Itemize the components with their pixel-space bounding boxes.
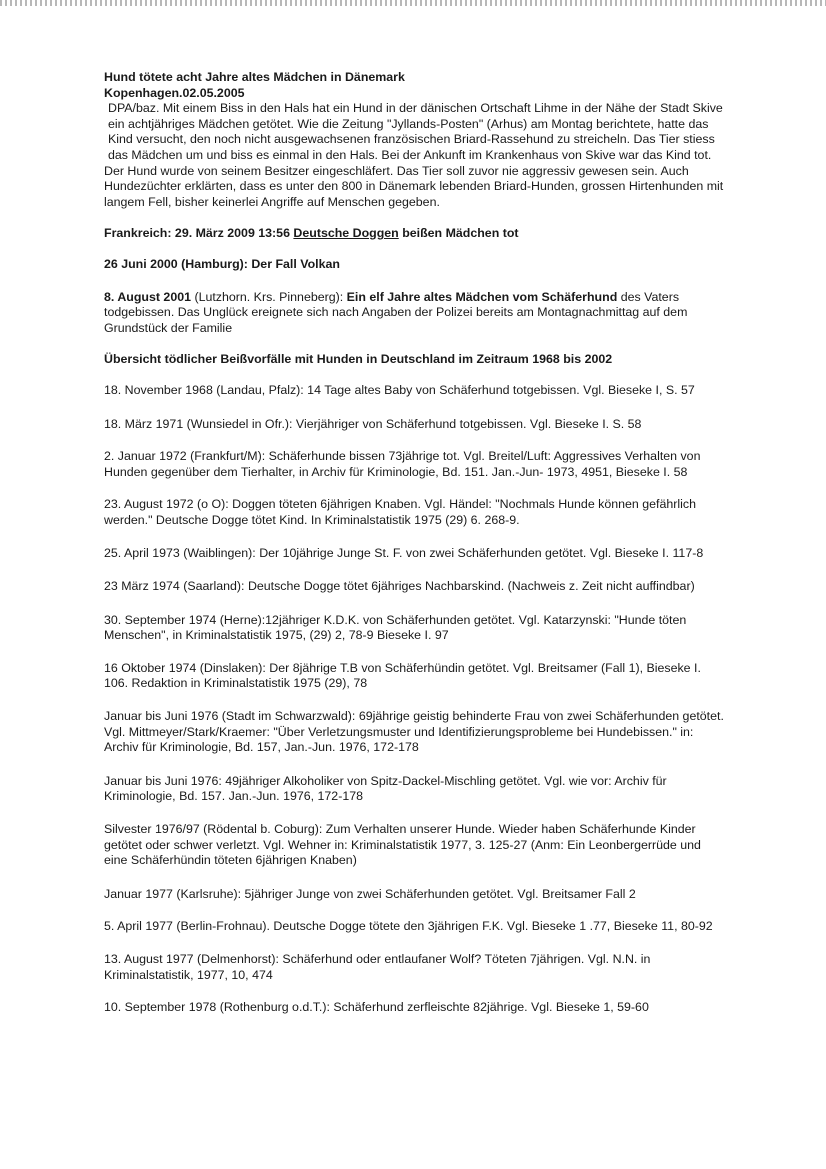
article-paragraph-1: DPA/baz. Mit einem Biss in den Hals hat ein Hund in der dänischen Ortschaft Lihme in der Nähe der Stadt Skive ein achtjähriges Mädchen getötet. Wie die Zeitung "Jyllands-Posten" (Arhus) am Montag berichtete, hatte das Kind versucht, den noch nicht ausgewachsenen französischen Briard-Rassehund zu streicheln. Das Tier stiess das Mädchen um und biss es einmal in den Hals. Bei der Ankunft im Krankenhaus von Skive war das Kind tot.	[108, 101, 723, 162]
list-item: 18. November 1968 (Landau, Pfalz): 14 Tage altes Baby von Schäferhund totgebissen. Vgl. Bieseke I, S. 57	[104, 382, 695, 397]
list-item: Januar 1977 (Karlsruhe): 5jähriger Junge von zwei Schäferhunden getötet. Vgl. Breitsamer Fall 2	[104, 886, 636, 901]
lutzhorn-entry	[104, 290, 724, 337]
deutsche-doggen-link[interactable]: Deutsche Doggen	[293, 226, 399, 241]
list-item: 23 März 1974 (Saarland): Deutsche Dogge tötet 6jähriges Nachbarskind. (Nachweis z. Zeit nicht auffindbar)	[104, 579, 695, 594]
overview-heading: Übersicht tödlicher Beißvorfälle mit Hunden in Deutschland im Zeitraum 1968 bis 2002	[104, 352, 613, 367]
list-item: 18. März 1971 (Wunsiedel in Ofr.): Vierjähriger von Schäferhund totgebissen. Vgl. Bieseke I. S. 58	[104, 416, 642, 431]
list-item: 30. September 1974 (Herne):12jähriger K.D.K. von Schäferhunden getötet. Vgl. Katarzynski: "Hunde töten Menschen", in Kriminalstatistik 1975, (29) 2, 78-9 Bieseke I. 97	[104, 612, 687, 643]
list-item: 23. August 1972 (o O): Doggen töteten 6jährigen Knaben. Vgl. Händel: "Nochmals Hunde können gefährlich werden." Deutsche Dogge tötet Kind. In Kriminalstatistik 1975 (29) 6. 268-9.	[104, 497, 696, 527]
list-item: 10. September 1978 (Rothenburg o.d.T.): Schäferhund zerfleischte 82jährige. Vgl. Bieseke 1, 59-60	[104, 1000, 649, 1015]
list-item: Januar bis Juni 1976 (Stadt im Schwarzwald): 69jährige geistig behinderte Frau von zwei Schäferhunden getötet. Vgl. Mittmeyer/Stark/Kraemer: "Über Verletzungsmuster und Identifizierungsprobleme bei Hundebissen." in: Archiv für Kriminologie, Bd. 157, Jan.-Jun. 1976, 172-178	[104, 709, 724, 755]
list-item: 5. April 1977 (Berlin-Frohnau). Deutsche Dogge tötete den 3jährigen F.K. Vgl. Bieseke 1 .77, Bieseke 11, 80-92	[104, 919, 713, 934]
news-article	[104, 70, 724, 210]
list-item: 25. April 1973 (Waiblingen): Der 10jährige Junge St. F. von zwei Schäferhunden getötet. Vgl. Bieseke I. 117-8	[104, 546, 704, 561]
article-title: Hund tötete acht Jahre altes Mädchen in Dänemark	[104, 70, 405, 84]
lutzhorn-bold: Ein elf Jahre altes Mädchen vom Schäferhund	[346, 289, 618, 304]
list-item: Silvester 1976/97 (Rödental b. Coburg): Zum Verhalten unserer Hunde. Wieder haben Schäferhunde Kinder getötet oder schwer verletzt. Vgl. Wehner in: Kriminalstatistik 1977, 3. 125-27 (Anm: Ein Leonbergerrüde und eine Schäferhündin töteten 6jährigen Knaben)	[104, 822, 701, 868]
list-item: Januar bis Juni 1976: 49jähriger Alkoholiker von Spitz-Dackel-Mischling getötet. Vgl. wie vor: Archiv für Kriminologie, Bd. 157. Jan.-Jun. 1976, 172-178	[104, 773, 667, 804]
article-dateline: Kopenhagen.02.05.2005	[104, 85, 245, 100]
list-item: 13. August 1977 (Delmenhorst): Schäferhund oder entlaufaner Wolf? Töteten 7jährigen. Vgl. N.N. in Kriminalstatistik, 1977, 10, 474	[104, 951, 651, 982]
scan-edge	[0, 0, 826, 6]
lutzhorn-text: des Vaters todgebissen. Das Unglück ereignete sich nach Angaben der Polizei bereits am Montagnachmittag auf dem Grundstück der Familie	[104, 289, 688, 335]
article-paragraph-2: Der Hund wurde von seinem Besitzer eingeschläfert. Das Tier soll zuvor nie aggressiv gewesen sein. Auch Hundezüchter erklärten, dass es unter den 800 in Dänemark lebenden Briard-Hunden, grossen Hirtenhunden mit langem Fell, bisher keinerlei Angriffe auf Menschen gegeben.	[104, 163, 724, 209]
incident-list	[104, 383, 724, 1016]
frankreich-heading	[104, 226, 724, 242]
frankreich-suffix: beißen Mädchen tot	[398, 226, 519, 241]
hamburg-heading: 26 Juni 2000 (Hamburg): Der Fall Volkan	[104, 256, 340, 271]
document-page	[104, 70, 724, 1016]
list-item: 16 Oktober 1974 (Dinslaken): Der 8jährige T.B von Schäferhündin getötet. Vgl. Breitsamer (Fall 1), Bieseke I. 106. Redaktion in Kriminalstatistik 1975 (29), 78	[104, 660, 701, 691]
frankreich-prefix: Frankreich: 29. März 2009 13:56	[104, 226, 294, 241]
list-item: 2. Januar 1972 (Frankfurt/M): Schäferhunde bissen 73jährige tot. Vgl. Breitel/Luft: Aggressives Verhalten von Hunden gegenüber dem Tierhalter, in Archiv für Kriminologie, Bd. 151. Jan.-Jun- 1973, 4951, Bieseke I. 58	[104, 449, 701, 479]
lutzhorn-place: (Lutzhorn. Krs. Pinneberg):	[191, 289, 347, 304]
lutzhorn-date: 8. August 2001	[104, 289, 191, 304]
